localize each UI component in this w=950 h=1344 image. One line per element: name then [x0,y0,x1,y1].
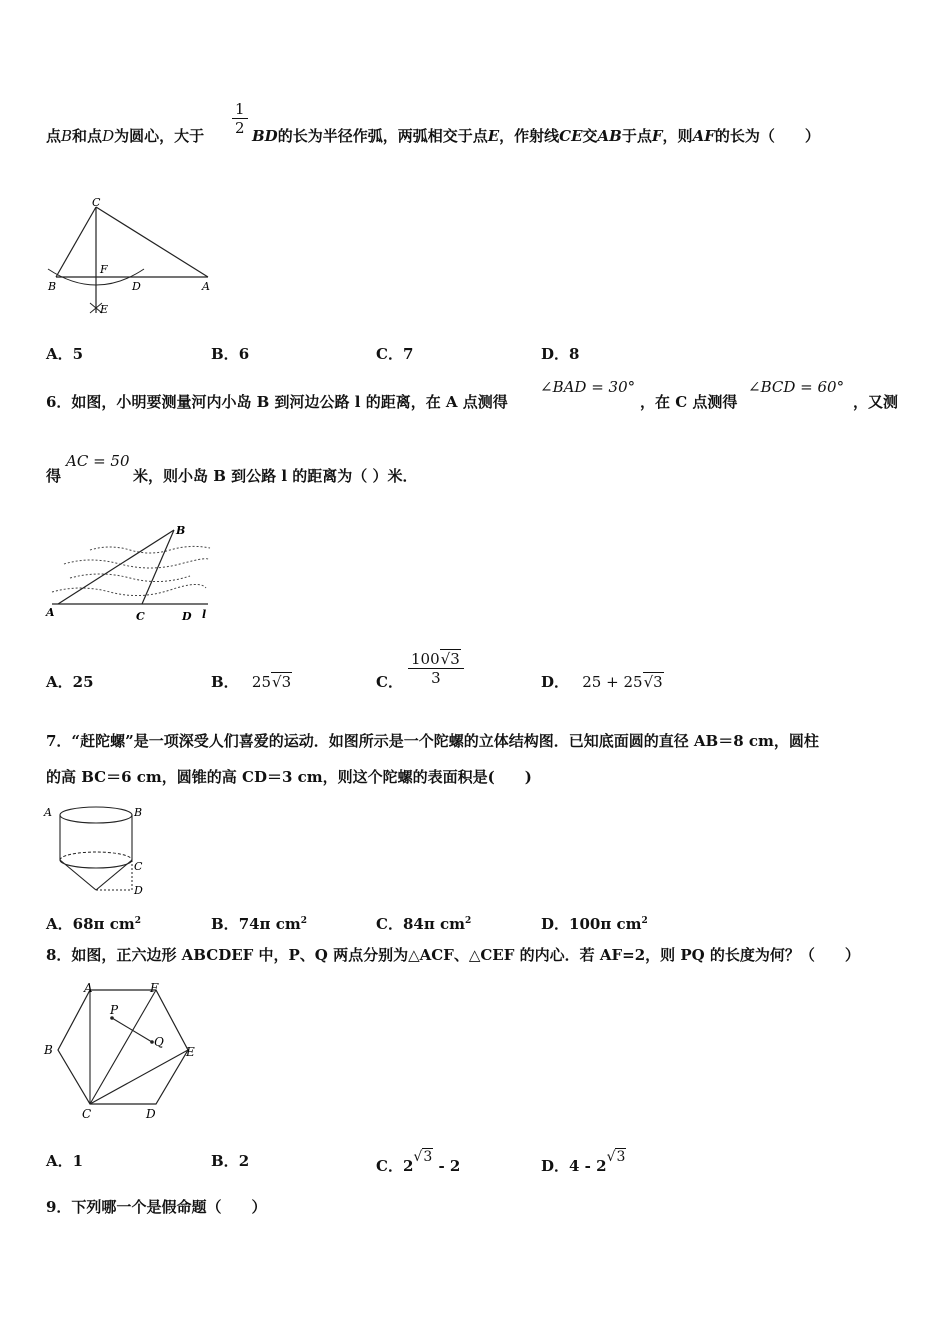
q7-cone-right [96,860,132,890]
q5-option-d[interactable]: D．8 [541,345,580,363]
q6-label-D: D [182,610,192,623]
q8-label-D: D [146,1107,156,1121]
q7-cone-left [60,860,96,890]
q5-label-A: A [202,280,210,293]
q5-seg-BC [56,207,96,277]
q7-stem-line1: 7．“赶陀螺”是一项深受人们喜爱的运动．如图所示是一个陀螺的立体结构图．已知底面圆的直径 AB＝8 cm，圆柱 [46,732,819,750]
q8-seg-CF [90,990,156,1104]
q6-wave-1 [90,546,210,553]
q6-stem-line2b: 米，则小岛 B 到公路 l 的距离为（ ）米． [133,467,418,485]
q6-option-c[interactable]: C． [376,673,403,691]
q7-label-B: B [134,806,143,819]
q7-bottom-front [60,860,132,868]
q6-stem-line2: 得 [46,467,62,485]
q6-option-b[interactable]: B． 25√3 [211,673,292,691]
q7-top-ellipse [60,807,132,823]
q9-stem-line1: 9．下列哪一个是假命题（ ） [46,1198,267,1216]
q5-stem: 点B和点D为圆心，大于 [46,127,205,145]
q6-stem-line1c: ，又测 [853,393,899,411]
q6-label-B: B [176,524,186,537]
q5-label-F: F [100,263,108,276]
q5-seg-CA [96,207,208,277]
q7-figure [40,800,160,900]
q5-fraction: $\frac{1}{2}$ [232,100,248,137]
q8-option-b[interactable]: B．2 [211,1152,250,1170]
q8-option-d[interactable]: D．$4 - 2^{√3}$ [541,1149,626,1175]
q5-label-E: E [100,303,109,316]
q6-option-c-fraction: $\frac{100√3}{3}$ [408,650,464,687]
q8-label-B: B [44,1043,53,1057]
q6-stem-line1b: ，在 C 点测得 [640,393,738,411]
q7-bottom-back [60,852,132,860]
q8-figure [40,980,210,1122]
q5-option-c[interactable]: C．7 [376,345,414,363]
q8-label-E: E [186,1045,195,1059]
q6-angle-bcd: ∠BCD = 60° [748,378,845,396]
q5-stem-rest: BD的长为半径作弧，两弧相交于点E，作射线CE交AB于点F，则AF的长为（ ） [252,127,820,145]
q6-figure [40,518,220,628]
q7-option-c[interactable]: C．84π $cm^2$ [376,915,472,933]
q6-seg-AB [58,530,174,604]
q7-label-D: D [134,884,143,897]
q8-label-Q: Q [154,1035,164,1049]
q5-label-D: D [132,280,141,293]
q7-stem-line2: 的高 BC＝6 cm，圆锥的高 CD＝3 cm，则这个陀螺的表面积是( ) [46,768,532,786]
q5-option-a[interactable]: A．5 [46,345,84,363]
q7-label-A: A [44,806,52,819]
q5-label-C: C [92,196,101,209]
q6-ac: AC = 50 [66,452,130,470]
q8-label-C: C [82,1107,92,1121]
q7-option-d[interactable]: D．100π $cm^2$ [541,915,648,933]
q5-label-B: B [48,280,57,293]
q5-option-b[interactable]: B．6 [211,345,250,363]
q8-label-P: P [110,1003,119,1017]
q6-option-d[interactable]: D． 25 + 25√3 [541,673,663,691]
q7-option-a[interactable]: A．68π $cm^2$ [46,915,141,933]
q8-label-A: A [84,981,93,995]
q6-b-radical: √3 [272,673,292,691]
q5-figure [40,195,230,325]
q6-label-l: l [202,608,207,621]
q6-option-a[interactable]: A．25 [46,673,94,691]
q6-label-C: C [136,610,145,623]
q6-wave-3 [70,574,190,582]
q6-wave-4 [52,584,206,595]
q7-label-C: C [134,860,143,873]
q7-option-b[interactable]: B．74π $cm^2$ [211,915,308,933]
q6-angle-bad: ∠BAD = 30° [540,378,636,396]
q8-seg-PQ [112,1018,152,1042]
q8-option-c[interactable]: C．$2^{√3} - 2$ [376,1149,461,1175]
q8-seg-CE [90,1050,188,1104]
q6-wave-2 [64,559,208,568]
q6-stem-line1: 6．如图，小明要测量河内小岛 B 到河边公路 l 的距离，在 A 点测得 [46,393,508,411]
q8-option-a[interactable]: A．1 [46,1152,84,1170]
q6-seg-CB [142,530,174,604]
q6-label-A: A [46,606,55,619]
q8-stem-line1: 8．如图，正六边形 ABCDEF 中，P、Q 两点分别为△ACF、△CEF 的内心．若 AF=2，则 PQ 的长度为何？（ ） [46,946,860,964]
q8-label-F: F [150,981,159,995]
